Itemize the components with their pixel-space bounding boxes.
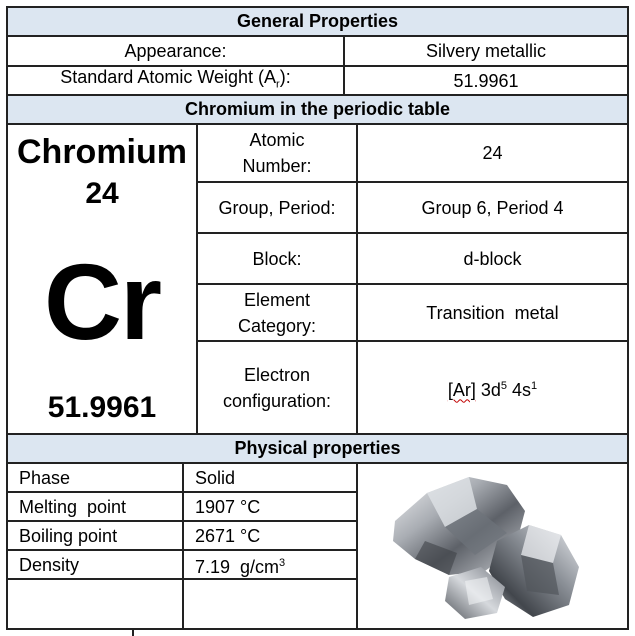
- melting-value: 1907 °C: [195, 496, 261, 517]
- phase-value: Solid: [195, 467, 236, 488]
- element-atomic-mass: 51.9961: [47, 391, 157, 424]
- block-label-cell: [197, 233, 357, 284]
- element-tile: [7, 124, 197, 434]
- category-label-cell: [197, 284, 357, 341]
- atomic-weight-value-cell: [344, 66, 628, 95]
- group-period-value: Group 6, Period 4: [421, 197, 564, 218]
- block-value-cell: [357, 233, 628, 284]
- electron-config-value-cell: [357, 341, 628, 434]
- electron-config-label-cell: [197, 341, 357, 434]
- element-symbol: Cr: [43, 241, 161, 362]
- chromium-metal-image: [357, 463, 628, 629]
- group-period-value-cell: [357, 182, 628, 233]
- general-properties-title: General Properties: [236, 11, 399, 31]
- electron-config-value: [Ar] $3d^5$ $4s^1$: [447, 379, 538, 400]
- phase-value-cell: [183, 463, 357, 492]
- atomic-number-label-cell: [197, 124, 357, 182]
- appearance-label-cell: [7, 36, 344, 66]
- boiling-value-cell: [183, 521, 357, 550]
- boiling-value: 2671 °C: [195, 525, 261, 546]
- electron-config-label: Electron configuration:: [222, 364, 332, 411]
- atomic-number-value-cell: [357, 124, 628, 182]
- density-value-cell: [183, 550, 357, 579]
- category-value: Transition metal: [426, 302, 559, 323]
- phase-label: Phase: [19, 467, 71, 488]
- periodic-table-title: Chromium in the periodic table: [184, 99, 451, 119]
- appearance-value-cell: [344, 36, 628, 66]
- element-name: Chromium: [17, 133, 187, 171]
- element-atomic-number: 24: [85, 177, 119, 210]
- physical-properties-header: [7, 434, 628, 463]
- phase-label-cell: [7, 463, 183, 492]
- atomic-weight-label: Standard Atomic Weight $(A_r)$:: [60, 66, 291, 91]
- atomic-number-label: Atomic Number:: [242, 130, 312, 176]
- periodic-table-header: [7, 95, 628, 124]
- general-properties-header: [7, 7, 628, 36]
- block-value: d-block: [463, 248, 522, 269]
- appearance-label: Appearance:: [124, 41, 227, 61]
- group-period-label-cell: [197, 182, 357, 233]
- block-label: Block:: [252, 248, 302, 269]
- density-value: 7.19 $g/cm^3$: [195, 556, 286, 577]
- melting-label: Melting point: [19, 496, 127, 517]
- density-label: Density: [19, 554, 80, 575]
- metal-chunk-right: [489, 525, 579, 617]
- melting-value-cell: [183, 492, 357, 521]
- melting-label-cell: [7, 492, 183, 521]
- group-period-label: Group, Period:: [218, 197, 336, 218]
- atomic-weight-value: 51.9961: [453, 70, 519, 91]
- atomic-weight-label-cell: [7, 66, 344, 95]
- category-value-cell: [357, 284, 628, 341]
- chromium-image-cell: [357, 463, 628, 629]
- boiling-label-cell: [7, 521, 183, 550]
- appearance-value: Silvery metallic: [425, 41, 547, 61]
- density-label-cell: [7, 550, 183, 579]
- atomic-number-value: 24: [482, 143, 503, 163]
- category-label: Element Category:: [237, 289, 317, 336]
- physical-properties-title: Physical properties: [234, 438, 401, 458]
- boiling-label: Boiling point: [19, 525, 118, 546]
